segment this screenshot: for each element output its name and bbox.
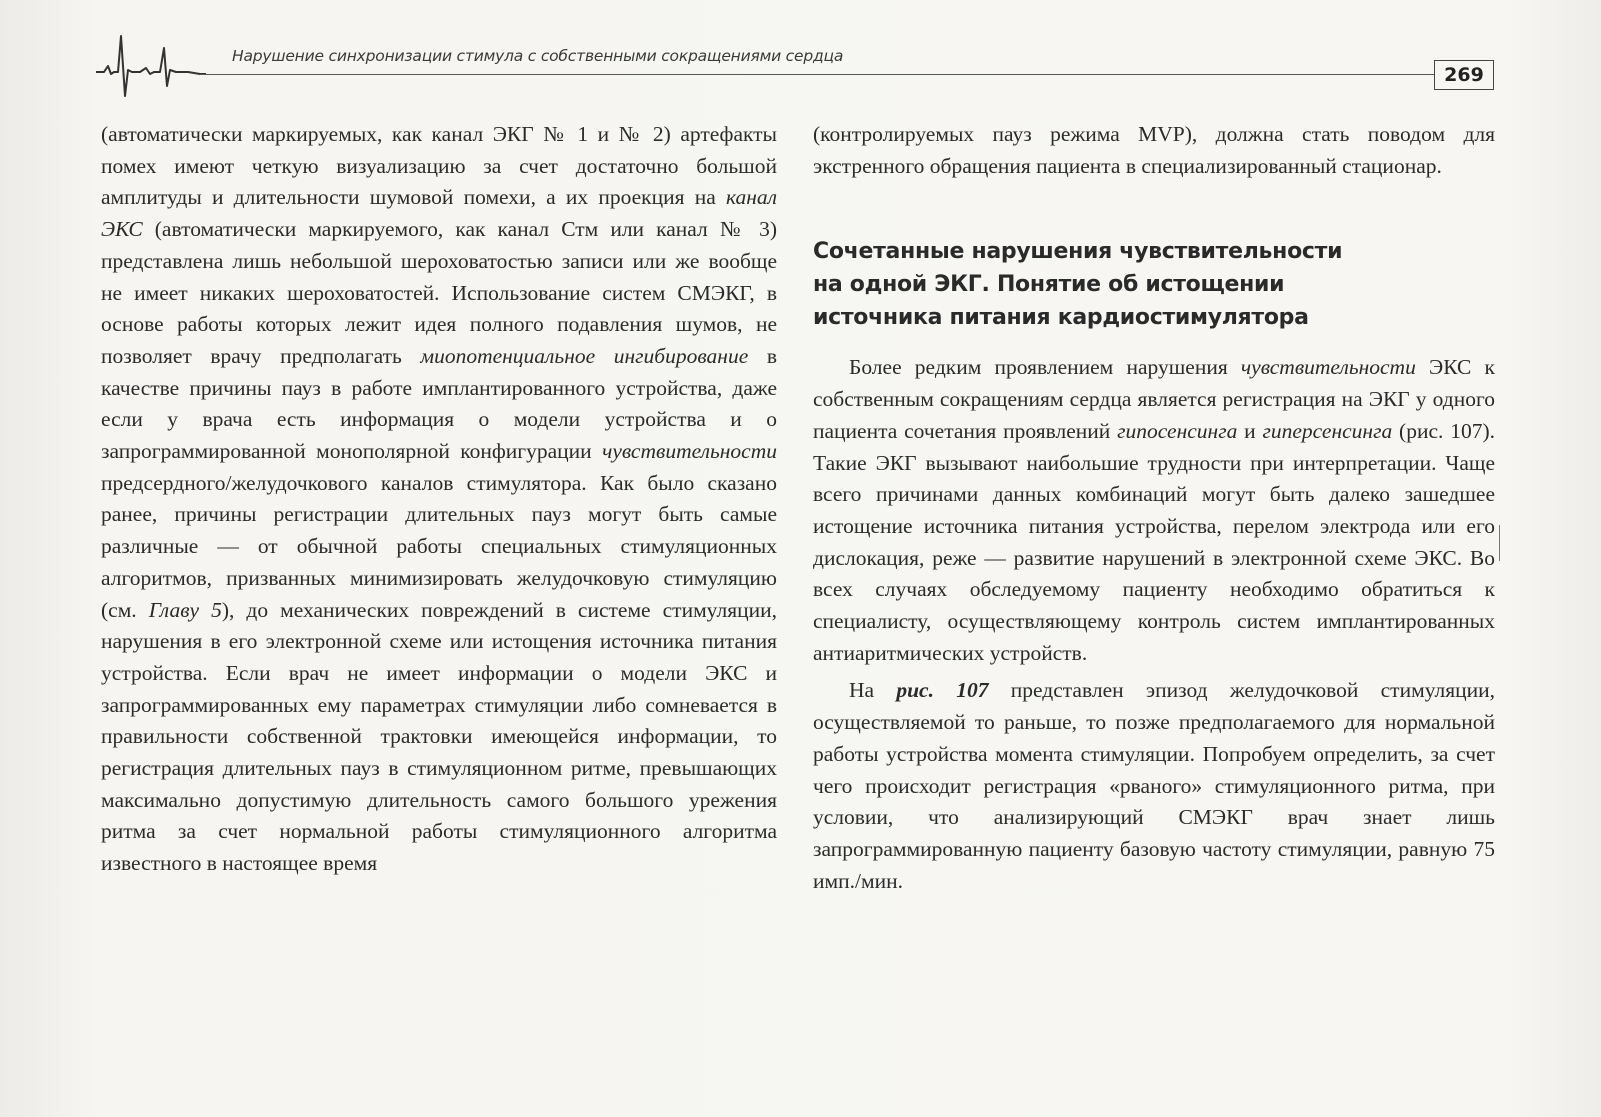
figure-reference: рис. 107	[896, 678, 989, 703]
left-column	[101, 119, 777, 880]
heading-line: Сочетанные нарушения чувствительности	[813, 239, 1343, 265]
text-run: Более редким проявлением нарушения	[849, 355, 1241, 380]
left-paragraph-1	[101, 119, 777, 880]
text-run: (автоматически маркируемого, как канал Стм или канал № 3) представлена лишь небольшой шероховатостью записи или же вообще не имеет никаких шероховатостей. Использование систем СМЭКГ, в основе работы которых лежит идея полного подавления шумов, не позволяет врачу предполагать	[101, 217, 777, 368]
text-run: (рис. 107). Такие ЭКГ вызывают наибольшие трудности при интерпретации. Чаще всего причинами данных комбинаций могут быть далеко зашедшее истощение источника питания устройства, перелом электрода или его дислокация, реже — развитие нарушений в электронной схеме ЭКС. Во всех случаях обследуемому пациенту необходимо обратиться к специалисту, осуществляющему контроль систем имплантированных антиаритмических устройств.	[813, 418, 1495, 665]
margin-mark	[1499, 525, 1500, 561]
text-run: ЭКС к собственным сокращениям сердца является регистрация на ЭКГ у одного пациента сочетания проявлений	[813, 355, 1495, 443]
italic-term: чувствительности	[1240, 355, 1416, 380]
heading-line: источника питания кардиостимулятора	[813, 305, 1309, 331]
text-run: и	[1237, 418, 1263, 443]
header-rule	[200, 74, 1434, 75]
ecg-waveform-icon	[96, 30, 206, 110]
italic-term: гиперсенсинга	[1262, 418, 1393, 443]
right-paragraph-1: (контролируемых пауз режима MVP), должна стать поводом для экстренного обращения пациента в специализированный стационар.	[813, 122, 1495, 178]
text-run: в качестве причины пауз в работе имплантированного устройства, даже если у врача есть информация о модели устройства и о запрограммированной монополярной конфигурации	[101, 343, 777, 464]
italic-term: миопотенциальное ингибирование	[420, 343, 749, 368]
chapter-reference: Главу 5	[148, 597, 222, 622]
text-run: ), до механических повреждений в системе стимуляции, нарушения в его электронной схеме или истощения источника питания устройства. Если врач не имеет информации о модели ЭКС и запрограммированных ему параметрах стимуляции либо сомневается в правильности собственной трактовки имеющейся информации, то регистрация длительных пауз в стимуляционном ритме, превышающих максимально допустимую длительность самого большого урежения ритма за счет нормальной работы стимуляционного алгоритма известного в настоящее время	[101, 597, 777, 876]
page-number: 269	[1434, 60, 1494, 90]
right-paragraph-3	[813, 675, 1495, 897]
right-paragraph-2	[813, 352, 1495, 669]
italic-term: канал ЭКС	[101, 185, 777, 242]
right-column	[813, 119, 1495, 897]
text-run: На	[849, 678, 897, 703]
heading-line: на одной ЭКГ. Понятие об истощении	[813, 272, 1285, 298]
italic-term: чувствительности	[602, 439, 777, 464]
italic-term: гипосенсинга	[1117, 418, 1238, 443]
text-run: предсердного/желудочкового каналов стимулятора. Как было сказано ранее, причины регистрации длительных пауз могут быть самые различные — от обычной работы специальных стимуляционных алгоритмов, призванных минимизировать желудочковую стимуляцию (см.	[101, 470, 777, 622]
text-run: (автоматически маркируемых, как канал ЭКГ № 1 и № 2) артефакты помех имеют четкую визуализацию за счет достаточно большой амплитуды и длительности шумовой помехи, а их проекция на	[101, 122, 777, 210]
text-run: представлен эпизод желудочковой стимуляции, осуществляемой то раньше, то позже предполагаемого для нормальной работы устройства момента стимуляции. Попробуем определить, за счет чего происходит регистрация «рваного» стимуляционного ритма, при условии, что анализирующий СМЭКГ врач знает лишь запрограммированную пациенту базовую частоту стимуляции, равную 75 имп./мин.	[813, 678, 1496, 893]
section-heading	[813, 235, 1495, 334]
running-head: Нарушение синхронизации стимула с собственными сокращениями сердца	[232, 47, 844, 65]
